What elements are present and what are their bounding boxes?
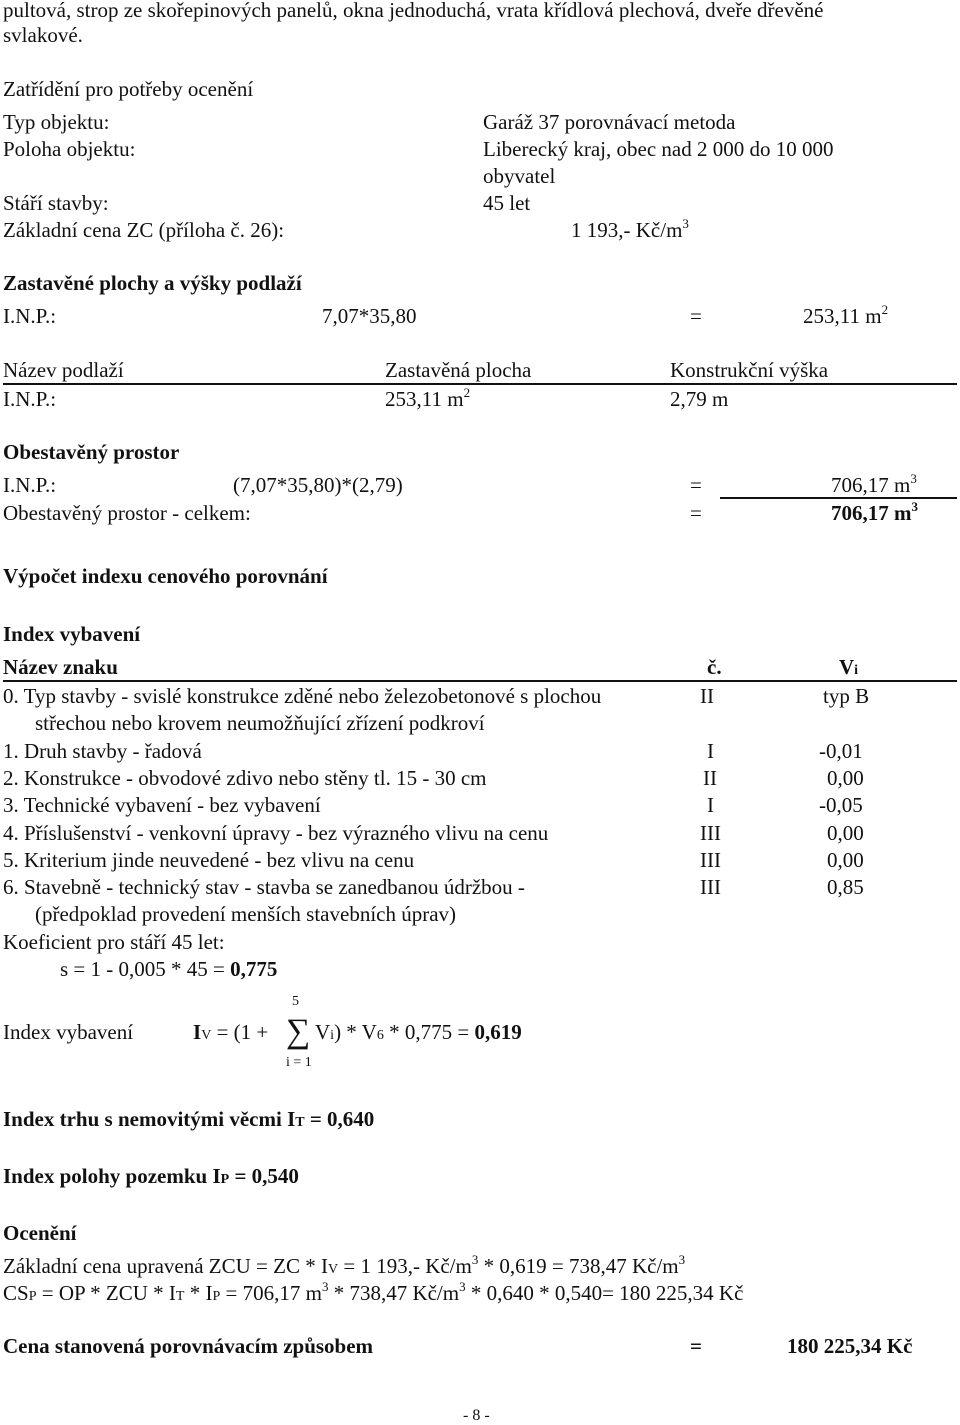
equipment-row-3-v: -0,05 bbox=[819, 793, 863, 817]
iv-label: Index vybavení bbox=[3, 1020, 134, 1044]
floors-inp-formula: 7,07*35,80 bbox=[322, 304, 417, 328]
equipment-row-4-no: III bbox=[700, 821, 721, 845]
classification-heading: Zatřídění pro potřeby ocenění bbox=[3, 77, 254, 101]
equipment-row-6-text2: (předpoklad provedení menších stavebních úprav) bbox=[35, 902, 457, 926]
age-value: 45 let bbox=[483, 191, 531, 215]
volume-total-label: Obestavěný prostor - celkem: bbox=[3, 501, 251, 525]
base-price-value: 1 193,- $Kč/m^3$ bbox=[571, 216, 689, 242]
intro-line-1: pultová, strop ze skořepinových panelů, okna jednoduchá, vrata křídlová plechová, dveře dřevěné bbox=[3, 0, 824, 22]
equipment-row-1-no: I bbox=[707, 739, 714, 763]
table-header-rule bbox=[3, 383, 957, 385]
base-price-label: Základní cena ZC (příloha č. 26): bbox=[3, 218, 285, 242]
intro-line-2: svlakové. bbox=[3, 23, 83, 47]
equipment-row-1-text: 1. Druh stavby - řadová bbox=[3, 739, 202, 763]
table-row-height: 2,79 m bbox=[670, 387, 729, 411]
volume-inp-formula: (7,07*35,80)*(2,79) bbox=[233, 473, 403, 497]
equipment-row-0-text1: 0. Typ stavby - svislé konstrukce zděné nebo železobetonové s plochou bbox=[3, 684, 602, 708]
equipment-row-5-no: III bbox=[700, 848, 721, 872]
equipment-col-v: Vi bbox=[839, 655, 859, 679]
type-value: Garáž 37 porovnávací metoda bbox=[483, 110, 736, 134]
valuation-heading: Ocenění bbox=[3, 1221, 77, 1245]
location-value-1: Liberecký kraj, obec nad 2 000 do 10 000 bbox=[483, 137, 834, 161]
market-index: Index trhu s nemovitými věcmi IT = 0,640 bbox=[3, 1107, 375, 1131]
equipment-header-rule bbox=[3, 680, 957, 682]
age-coef-label: Koeficient pro stáří 45 let: bbox=[3, 930, 225, 954]
equipment-row-2-text: 2. Konstrukce - obvodové zdivo nebo stěny tl. 15 - 30 cm bbox=[3, 766, 487, 790]
zcu-formula: Základní cena upravená ZCU = ZC * IV = 1 193,- $Kč/m^3 * 0,619 = 738,47$ $Kč/m^3$ bbox=[3, 1252, 686, 1278]
sum-upper-limit: 5 bbox=[292, 994, 299, 1009]
location-index: Index polohy pozemku IP = 0,540 bbox=[3, 1164, 299, 1188]
equipment-row-0-v: typ B bbox=[823, 684, 870, 708]
equipment-row-5-v: 0,00 bbox=[827, 848, 864, 872]
table-row-area: 253,11 $m^2$ bbox=[385, 385, 471, 411]
volume-heading: Obestavěný prostor bbox=[3, 440, 180, 464]
equipment-row-2-no: II bbox=[703, 766, 717, 790]
equipment-row-0-no: II bbox=[700, 684, 714, 708]
table-header-area: Zastavěná plocha bbox=[385, 358, 532, 382]
equipment-row-2-v: 0,00 bbox=[827, 766, 864, 790]
floors-inp-result: 253,11 $m^2$ bbox=[803, 302, 889, 328]
equipment-row-5-text: 5. Kriterium jinde neuvedené - bez vlivu na cenu bbox=[3, 848, 415, 872]
sigma-symbol: ∑ bbox=[286, 1013, 311, 1050]
equipment-row-3-no: I bbox=[707, 793, 714, 817]
equipment-row-6-no: III bbox=[700, 875, 721, 899]
equipment-col-no: č. bbox=[707, 655, 722, 679]
cs-formula: CSP = OP * ZCU * IT * IP = 706,17 $m^3 * 738,47$ $Kč/m^3 * 0,640 * 0,540= 180$ 225,34 Kč bbox=[3, 1279, 744, 1305]
final-eq: = bbox=[690, 1334, 702, 1358]
volume-inp-result: 706,17 $m^3$ bbox=[831, 471, 917, 497]
iv-formula-right: Vi) * V6 * 0,775 = 0,619 bbox=[315, 1020, 522, 1044]
final-value: 180 225,34 Kč bbox=[787, 1334, 913, 1358]
table-row-name: I.N.P.: bbox=[3, 387, 57, 411]
type-label: Typ objektu: bbox=[3, 110, 110, 134]
index-calc-heading: Výpočet indexu cenového porovnání bbox=[3, 564, 328, 588]
location-value-2: obyvatel bbox=[483, 164, 556, 188]
equipment-row-0-text2: střechou nebo krovem neumožňující zřízení podkroví bbox=[35, 711, 485, 735]
volume-sum-rule bbox=[720, 497, 957, 499]
age-label: Stáří stavby: bbox=[3, 191, 109, 215]
final-label: Cena stanovená porovnávacím způsobem bbox=[3, 1334, 374, 1358]
page-number: - 8 - bbox=[463, 1407, 490, 1424]
volume-total-value: 706,17 $m^3$ bbox=[831, 499, 918, 525]
table-header-height: Konstrukční výška bbox=[670, 358, 829, 382]
iv-formula-left: IV = (1 + bbox=[193, 1020, 269, 1044]
equipment-row-4-text: 4. Příslušenství - venkovní úpravy - bez výrazného vlivu na cenu bbox=[3, 821, 549, 845]
equipment-heading: Index vybavení bbox=[3, 622, 141, 646]
location-label: Poloha objektu: bbox=[3, 137, 136, 161]
floors-heading: Zastavěné plochy a výšky podlaží bbox=[3, 271, 302, 295]
equipment-row-3-text: 3. Technické vybavení - bez vybavení bbox=[3, 793, 321, 817]
age-coef-formula: s = 1 - 0,005 * 45 = 0,775 bbox=[60, 957, 278, 981]
volume-inp-label: I.N.P.: bbox=[3, 473, 57, 497]
volume-total-eq: = bbox=[690, 501, 702, 525]
equipment-row-6-text1: 6. Stavebně - technický stav - stavba se zanedbanou údržbou - bbox=[3, 875, 525, 899]
sum-lower-limit: i = 1 bbox=[286, 1055, 312, 1070]
equipment-row-4-v: 0,00 bbox=[827, 821, 864, 845]
volume-eq: = bbox=[690, 473, 702, 497]
equipment-row-6-v: 0,85 bbox=[827, 875, 864, 899]
table-header-name: Název podlaží bbox=[3, 358, 124, 382]
equipment-col-name: Název znaku bbox=[3, 655, 118, 679]
floors-eq: = bbox=[690, 304, 702, 328]
floors-inp-label: I.N.P.: bbox=[3, 304, 57, 328]
equipment-row-1-v: -0,01 bbox=[819, 739, 863, 763]
